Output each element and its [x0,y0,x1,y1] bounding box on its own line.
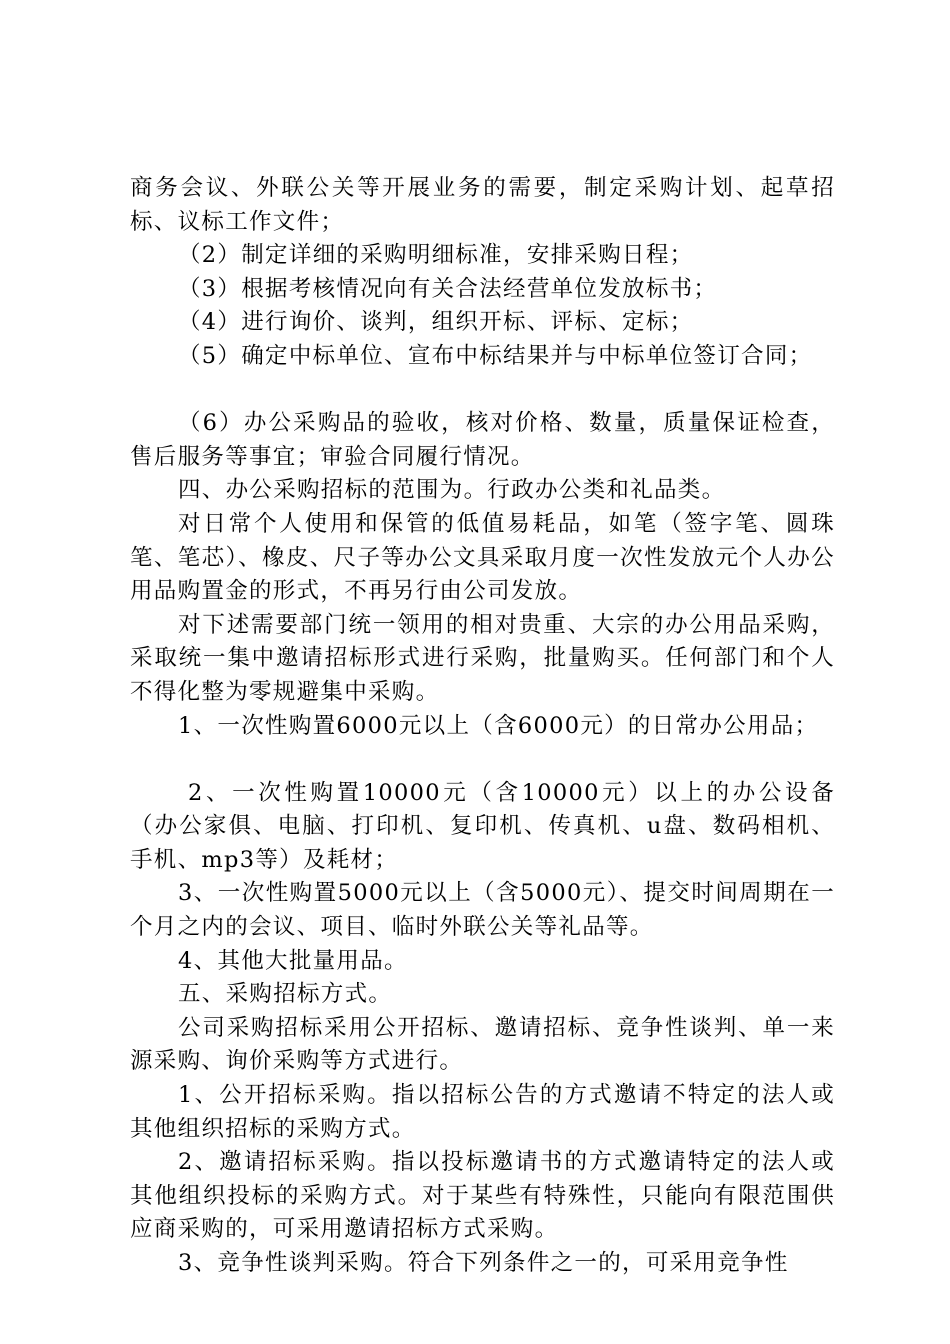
method-invited-tender: 2、邀请招标采购。指以投标邀请书的方式邀请特定的法人或其他组织投标的采购方式。对于某些有特殊性，只能向有限范围供应商采购的，可采用邀请招标方式采购。 [130,1149,835,1243]
paragraph-item-5: （5）确定中标单位、宣布中标结果并与中标单位签订合同； [178,342,813,369]
paragraph-daily-supplies: 对日常个人使用和保管的低值易耗品，如笔（签字笔、圆珠笔、笔芯）、橡皮、尺子等办公文具采取月度一次性发放元个人办公用品购置金的形式，不再另行由公司发放。 [130,510,835,605]
paragraph-item-3: （3）根据考核情况向有关合法经营单位发放标书； [178,275,718,302]
list-item-1: 1、一次性购置6000元以上（含6000元）的日常办公用品； [178,712,819,739]
paragraph-centralized-purchase: 对下述需要部门统一领用的相对贵重、大宗的办公用品采购，采取统一集中邀请招标形式进行采购，批量购买。任何部门和个人不得化整为零规避集中采购。 [130,611,835,705]
paragraph-item-2: （2）制定详细的采购明细标准，安排采购日程； [178,242,694,269]
paragraph-item-4: （4）进行询价、谈判，组织开标、评标、定标； [178,309,694,336]
list-item-3: 3、一次性购置5000元以上（含5000元）、提交时间周期在一个月之内的会议、项目、临时外联公关等礼品等。 [130,880,835,941]
section-heading-5: 五、采购招标方式。 [178,981,393,1008]
paragraph-item-6: （6）办公采购品的验收，核对价格、数量，质量保证检查，售后服务等事宜；审验合同履行情况。 [130,410,835,470]
method-competitive-negotiation: 3、竞争性谈判采购。符合下列条件之一的，可采用竞争性 [178,1250,789,1276]
document-body [130,172,835,1281]
list-item-4: 4、其他大批量用品。 [178,947,408,974]
paragraph-spacer [130,374,835,408]
paragraph-methods: 公司采购招标采用公开招标、邀请招标、竞争性谈判、单一来源采购、询价采购等方式进行。 [130,1014,835,1075]
method-open-tender: 1、公开招标采购。指以招标公告的方式邀请不特定的法人或其他组织招标的采购方式。 [130,1082,835,1142]
paragraph-continuation: 商务会议、外联公关等开展业务的需要，制定采购计划、起草招标、议标工作文件； [130,175,835,235]
list-item-2: 2、一次性购置10000元（含10000元）以上的办公设备（办公家俱、电脑、打印机、复印机、传真机、u盘、数码相机、手机、mp3等）及耗材； [130,779,835,873]
paragraph-spacer [130,743,835,777]
section-heading-4: 四、办公采购招标的范围为。行政办公类和礼品类。 [178,477,726,504]
